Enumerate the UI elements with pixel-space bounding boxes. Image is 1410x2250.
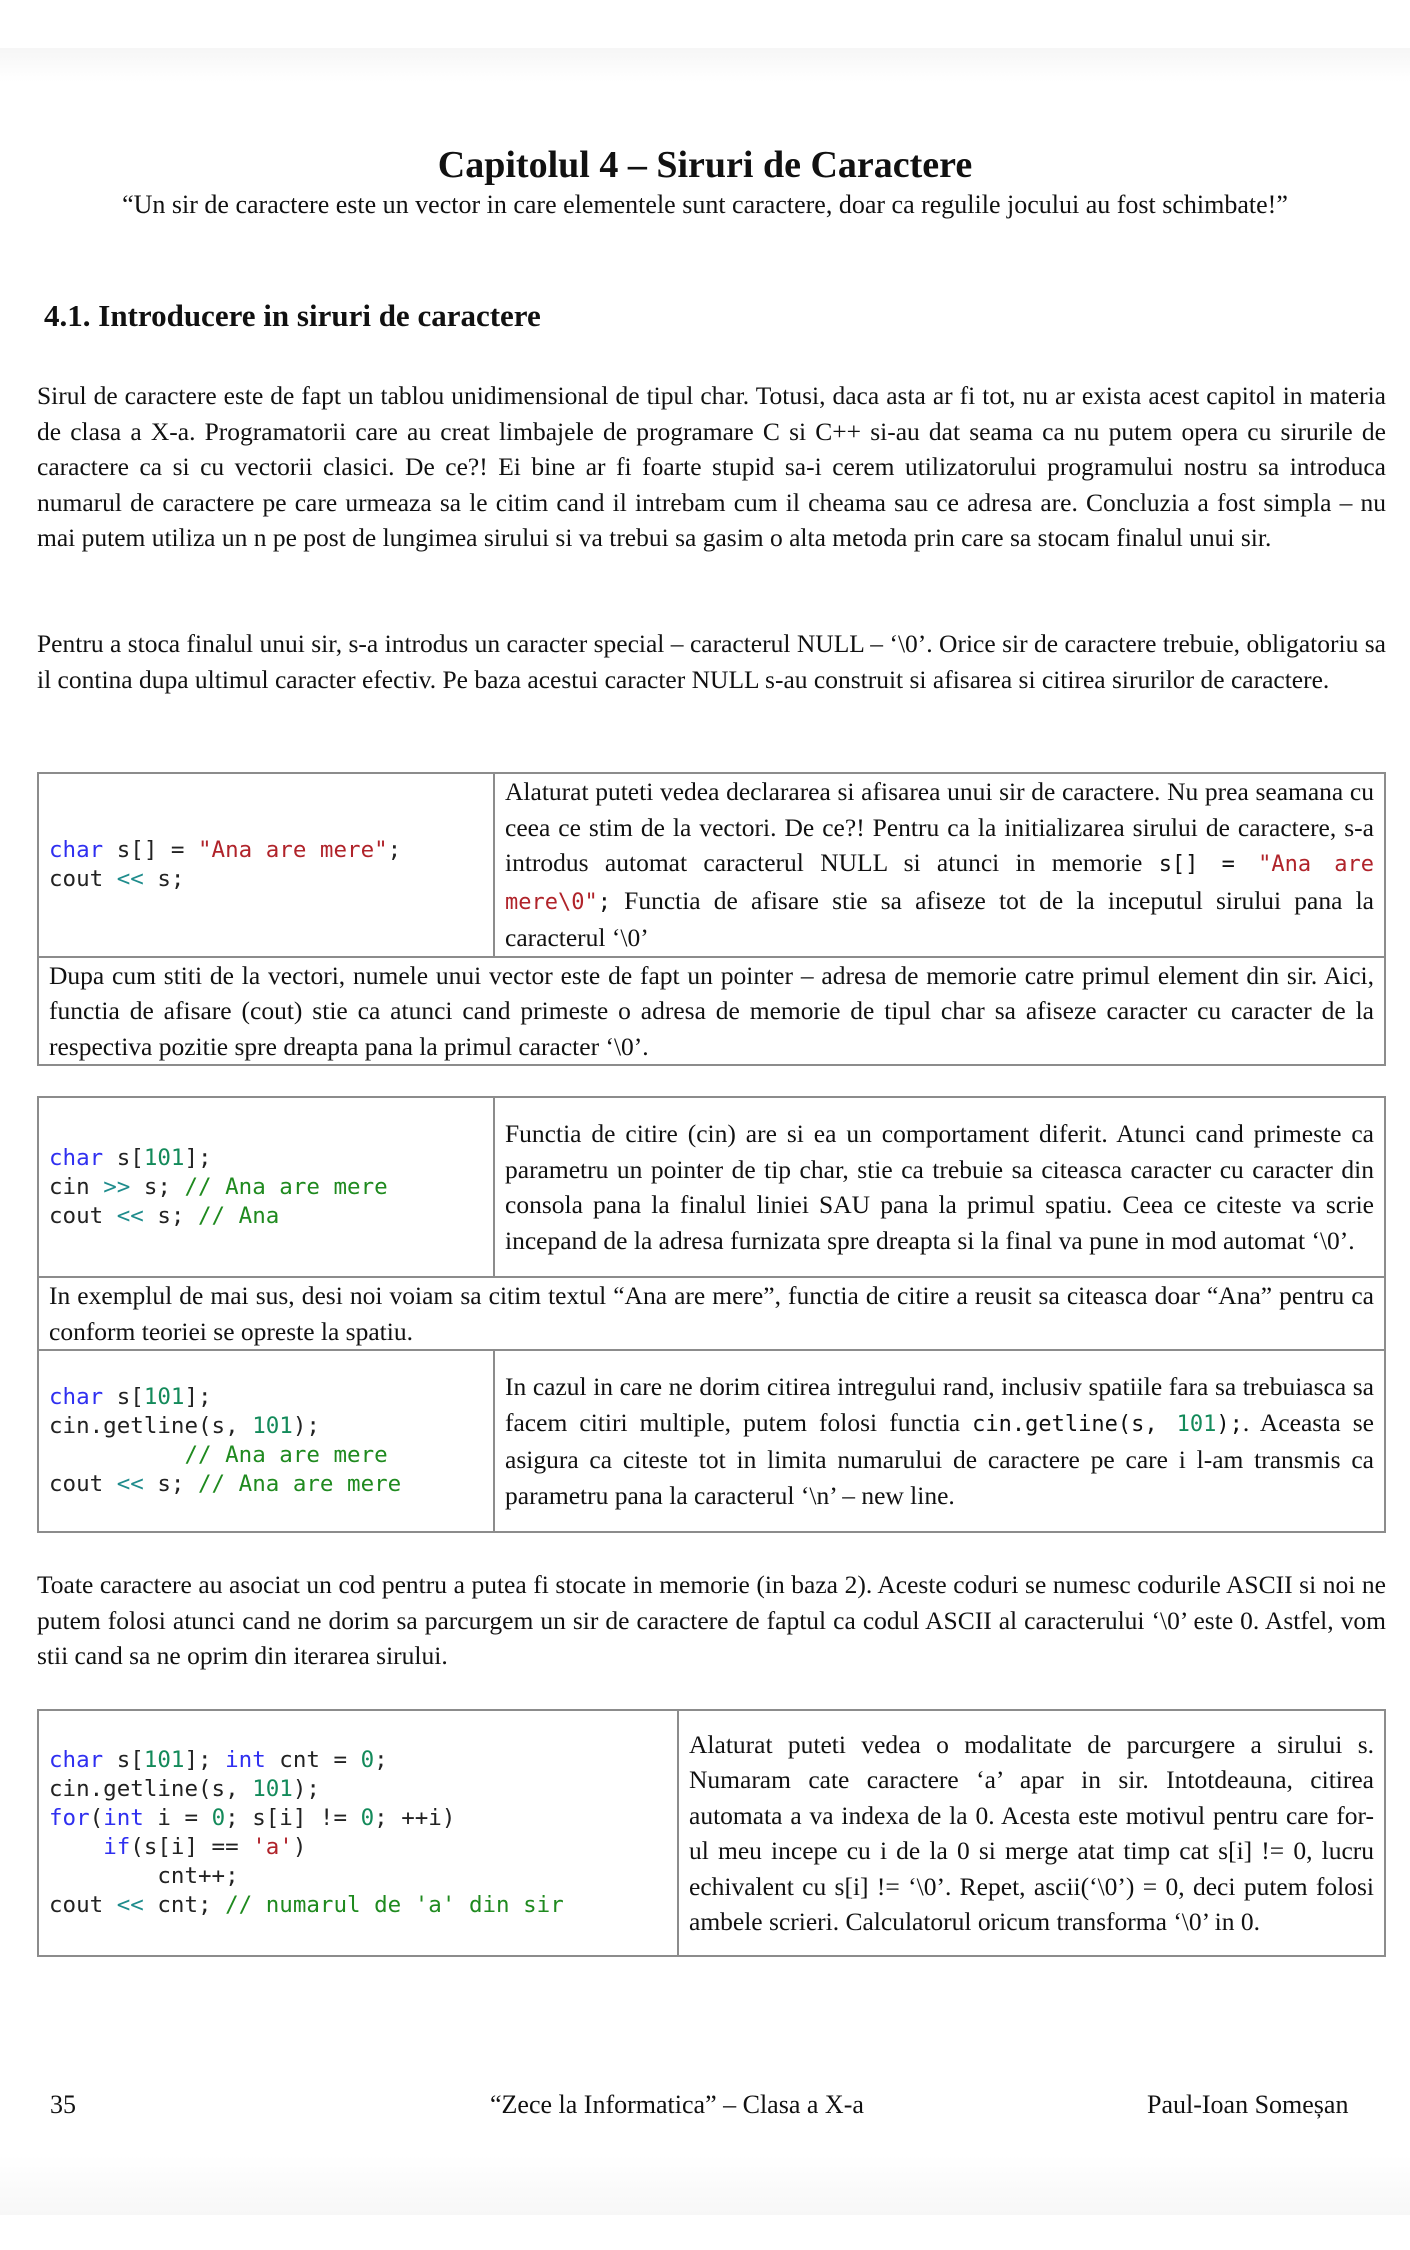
code-operator: >> [103, 1173, 131, 1200]
code-comment: // Ana are mere [198, 1471, 402, 1497]
code-text: ( [89, 1805, 104, 1831]
code-block [49, 1383, 483, 1499]
code-text: ]; [184, 1144, 212, 1171]
code-comment: // Ana [198, 1202, 280, 1229]
code-text: s; [143, 1202, 199, 1229]
code-number: 101 [143, 1144, 185, 1171]
code-text: cout [49, 865, 117, 892]
code-text: s[ [103, 1384, 144, 1410]
explanation-cell [494, 1350, 1385, 1532]
code-text: s[] = [1158, 852, 1259, 877]
code-text: ]; [184, 1384, 212, 1410]
code-indent [49, 1834, 103, 1860]
code-number: 101 [1176, 1411, 1217, 1437]
explanation-text: Alaturat puteti vedea o modalitate de parcurgere a sirului s. Numaram cate caractere ‘a’ apar in sir. Intotdeauna, citirea automata a va indexa de la 0. Acesta este motivul pentru care for-ul meu incepe cu i de la 0 si merge atat timp cat s[i] != 0, lucru echivalent cu s[i] != ‘\0’. Repet, ascii(‘\0’) = 0, deci putem folosi ambele scrieri. Calculatorul oricum transforma ‘\0’ in 0. [689, 1729, 1374, 1936]
code-cell [38, 773, 494, 957]
code-number: 101 [143, 1747, 185, 1773]
explanation-text: Functia de citire (cin) are si ea un comportament diferit. Atunci cand primeste ca parametru un pointer de tip char, stie ca trebuie sa citeasca caracter cu caracter din consola pana la finalul liniei SAU pana la primul spatiu. Ceea ce citeste va scrie incepand de la adresa furnizata spre dreapta si la final va pune in mod automat ‘\0’. [505, 1119, 1374, 1255]
explanation-cell [494, 773, 1385, 957]
explanation-cell [678, 1710, 1385, 1956]
code-text: cout [49, 1892, 117, 1918]
code-text: s[ [103, 1747, 144, 1773]
explanation-text [505, 1369, 1374, 1513]
code-text: cin.getline(s, [49, 1413, 253, 1439]
explanation-part: Functia de afisare stie sa afiseze tot de la inceputul sirului pana la caracterul ‘\0’ [505, 885, 1374, 952]
explanation-part: . Aceasta se asigura ca citeste tot in limita numarului de caractere pe care i l-am transmis ca parametru pana la caracterul ‘\n’ – new line. [505, 1407, 1374, 1510]
page-number: 35 [50, 2090, 76, 2119]
example-table-iteration [37, 1709, 1386, 1957]
code-block [49, 836, 483, 894]
code-number: 0 [360, 1805, 375, 1831]
code-text: s[ [103, 1144, 144, 1171]
explanation-cell [494, 1097, 1385, 1277]
code-keyword: char [49, 1747, 104, 1773]
code-text: ]; [184, 1747, 226, 1773]
explanation-part: Alaturat puteti vedea declararea si afisarea unui sir de caractere. Nu prea seamana cu ceea ce stim de la vectori. De ce?! Pentru ca la initializarea sirului de caractere, s-a introdus automat caracterul NULL si atunci in memorie [505, 777, 1374, 877]
code-text: ; [374, 1747, 388, 1773]
code-keyword: char [49, 1384, 104, 1410]
code-string: 'a' [252, 1834, 293, 1860]
paragraph-intro: Sirul de caractere este de fapt un tablou unidimensional de tipul char. Totusi, daca asta ar fi tot, nu ar exista acest capitol in materia de clasa a X-a. Programatorii care au creat limbajele de programare C si C++ si-au dat seama ca nu putem opera cu sirurile de caractere ca si cu vectorii clasici. De ce?! Ei bine ar fi foarte stupid sa-i cerem utilizatorului programului nostru sa introduca numarul de caractere pe care urmeaza sa le citim cand il intrebam cum il cheama sau ce adresa are. Concluzia a fost simpla – nu mai putem utiliza un n pe post de lungimea sirului si va trebui sa gasim o alta metoda prin care sa stocam finalul unui sir. [37, 381, 1386, 552]
code-text: ); [1216, 1411, 1243, 1437]
code-block [49, 1746, 667, 1920]
paragraph-ascii: Toate caractere au asociat un cod pentru a putea fi stocate in memorie (in baza 2). Aceste coduri se numesc codurile ASCII si noi ne putem folosi atunci cand ne dorim sa parcurgem un sir de caractere de faptul ca codul ASCII al caracterului ‘\0’ este 0. Astfel, vom stii cand sa ne oprim din iterarea sirului. [37, 1570, 1386, 1670]
code-operator: << [116, 865, 144, 892]
code-text: cnt = [265, 1747, 361, 1773]
example-table-reading [37, 1096, 1386, 1533]
code-text: ; ++i) [374, 1805, 456, 1831]
code-cell [38, 1097, 494, 1277]
code-operator: << [116, 1202, 144, 1229]
section-heading: 4.1. Introducere in siruri de caractere [44, 298, 541, 333]
code-text: ); [292, 1776, 320, 1802]
code-text: ; s[i] != [225, 1805, 361, 1831]
code-cell [38, 1710, 678, 1956]
code-text: cout [49, 1202, 117, 1229]
code-string: "Ana are mere" [198, 836, 388, 863]
book-title: “Zece la Informatica” – Clasa a X-a [490, 2090, 864, 2119]
inline-code [972, 1412, 1243, 1437]
code-text: cin [49, 1173, 104, 1200]
explanation-text [505, 774, 1374, 956]
code-text: cout [49, 1471, 117, 1497]
code-number: 101 [143, 1384, 185, 1410]
code-keyword: int [103, 1805, 144, 1831]
code-text: cin.getline(s, [972, 1411, 1177, 1437]
code-string: "Ana are mere\0" [505, 852, 1374, 915]
note-cell [38, 957, 1385, 1066]
paragraph-null-char: Pentru a stoca finalul unui sir, s-a introdus un caracter special – caracterul NULL – ‘\0’. Orice sir de caractere trebuie, obligatoriu sa il contina dupa ultimul caracter efectiv. Pe baza acestui caracter NULL s-au construit si afisarea si citirea sirurilor de caractere. [37, 629, 1386, 694]
code-text: s; [143, 865, 185, 892]
code-number: 0 [211, 1805, 226, 1831]
code-comment: // numarul de 'a' din sir [225, 1892, 564, 1918]
code-keyword: char [49, 1144, 104, 1171]
code-text: ; [387, 836, 402, 863]
note-text: In exemplul de mai sus, desi noi voiam sa citim textul “Ana are mere”, functia de citire a reusit sa citeasca doar “Ana” pentru ca conform teoriei se opreste la spatiu. [49, 1281, 1374, 1346]
code-text: s; [130, 1173, 185, 1200]
code-comment: // Ana are mere [184, 1442, 388, 1468]
chapter-title: Capitolul 4 – Siruri de Caractere [437, 144, 973, 186]
code-keyword: if [103, 1834, 131, 1860]
note-text: Dupa cum stiti de la vectori, numele unui vector este de fapt un pointer – adresa de memorie catre primul element din sir. Aici, functia de afisare (cout) stie ca atunci cand primeste o adresa de memorie de tipul char sa afiseze caracter cu caracter de la respectiva pozitie spre dreapta pana la primul caracter ‘\0’. [49, 960, 1374, 1061]
code-text: cin.getline(s, [49, 1776, 253, 1802]
code-text: s; [143, 1471, 199, 1497]
code-text: ); [292, 1413, 320, 1439]
code-keyword: for [49, 1805, 90, 1831]
code-number: 101 [252, 1413, 293, 1439]
code-operator: << [116, 1892, 144, 1918]
code-comment: // Ana are mere [184, 1173, 388, 1200]
explanation-part: In cazul in care ne dorim citirea intregului rand, inclusiv spatiile fara sa trebuiasca sa facem citiri multiple, putem folosi functia [505, 1372, 1374, 1437]
code-keyword: int [225, 1747, 266, 1773]
example-table-declaration [37, 772, 1386, 1066]
viewer-bottom-shadow [0, 2155, 1410, 2215]
code-text: ) [292, 1834, 307, 1860]
chapter-quote: “Un sir de caractere este un vector in care elementele sunt caractere, doar ca regulile jocului au fost schimbate!” [122, 190, 1288, 219]
code-keyword: char [49, 836, 104, 863]
code-text: i = [143, 1805, 212, 1831]
note-cell [38, 1277, 1385, 1350]
viewer-top-shadow [0, 48, 1410, 82]
code-text: (s[i] == [130, 1834, 253, 1860]
code-number: 101 [252, 1776, 293, 1802]
code-block [49, 1144, 483, 1231]
code-indent [49, 1442, 184, 1468]
code-number: 0 [360, 1747, 375, 1773]
code-text: ; [597, 889, 611, 915]
code-text: cnt; [143, 1892, 226, 1918]
code-operator: << [116, 1471, 144, 1497]
author-name: Paul-Ioan Someșan [1147, 2090, 1349, 2119]
code-text: s[] = [103, 836, 199, 863]
code-cell [38, 1350, 494, 1532]
code-text: cnt++; [49, 1863, 239, 1889]
